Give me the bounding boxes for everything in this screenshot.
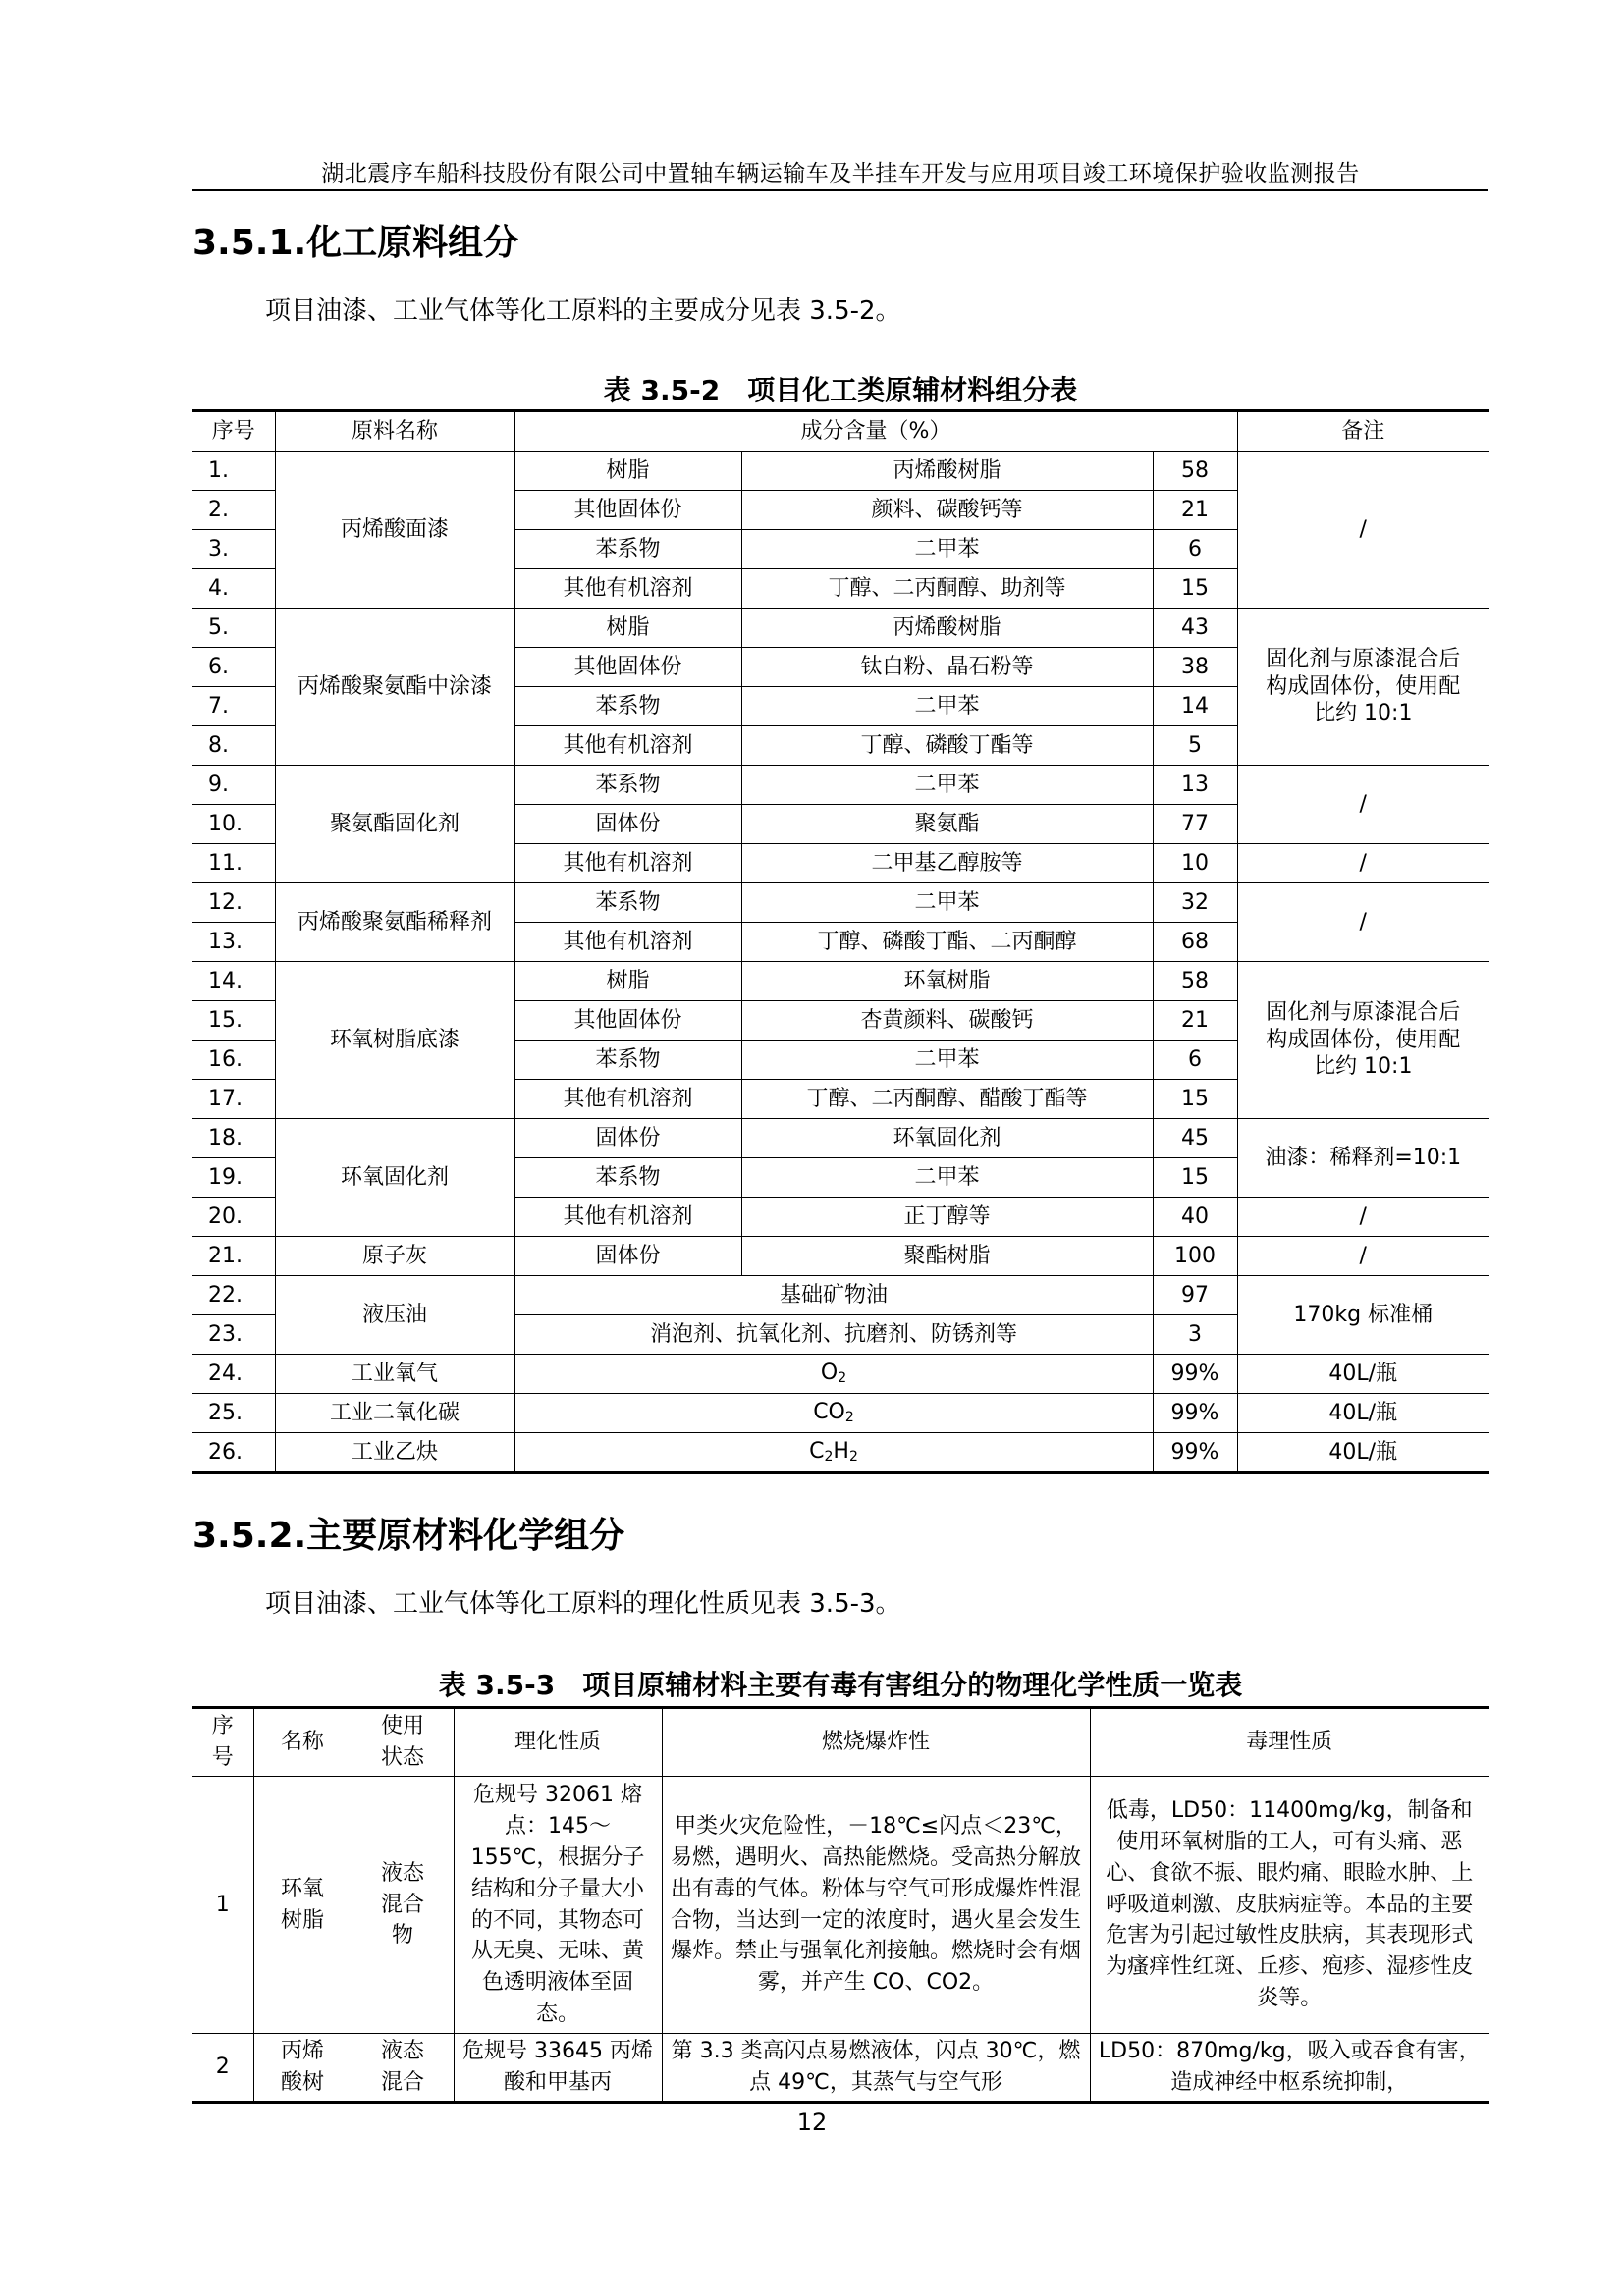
cell-remark: 固化剂与原漆混合后构成固体份，使用配比约 10:1 [1237, 962, 1489, 1119]
cell-component: 丙烯酸树脂 [741, 452, 1153, 491]
table-row [192, 1237, 1489, 1276]
cell-component: 环氧树脂 [741, 962, 1153, 1001]
table-row [192, 1276, 1489, 1315]
formula-main: H [833, 1439, 849, 1465]
formula-main: CO [813, 1400, 845, 1425]
cell-percent: 99% [1153, 1433, 1237, 1473]
cell-seq: 23. [192, 1315, 275, 1355]
table-row [192, 883, 1489, 923]
table-row [192, 1433, 1489, 1473]
cell-category: 其他有机溶剂 [514, 569, 741, 609]
col-header-seq: 序号 [192, 411, 275, 452]
cell-percent: 99% [1153, 1355, 1237, 1394]
cell-seq: 16. [192, 1041, 275, 1080]
cell-seq: 4. [192, 569, 275, 609]
cell-remark: / [1237, 883, 1489, 962]
cell-seq: 19. [192, 1158, 275, 1198]
cell-material: 原子灰 [275, 1237, 514, 1276]
cell-category: 固体份 [514, 1119, 741, 1158]
composition-table [192, 409, 1489, 1474]
col-header-remark: 备注 [1237, 411, 1489, 452]
table-header-row [192, 1708, 1489, 1777]
cell-seq: 2. [192, 491, 275, 530]
cell-seq: 14. [192, 962, 275, 1001]
formula-subscript: 2 [848, 1449, 858, 1466]
cell-category: 其他有机溶剂 [514, 923, 741, 962]
cell-seq: 10. [192, 805, 275, 844]
cell-seq: 9. [192, 766, 275, 805]
table-caption-3-5-2: 表 3.5-2 项目化工类原辅材料组分表 [603, 374, 1078, 406]
cell-seq: 7. [192, 687, 275, 726]
cell-category: 其他有机溶剂 [514, 1198, 741, 1237]
col-header-toxicity: 毒理性质 [1090, 1708, 1489, 1777]
cell-percent: 15 [1153, 1158, 1237, 1198]
cell-percent: 38 [1153, 648, 1237, 687]
col-header-name: 名称 [253, 1708, 352, 1777]
cell-name: 丙烯酸树 [253, 2034, 352, 2103]
formula-subscript: 2 [838, 1370, 847, 1387]
cell-percent: 21 [1153, 1001, 1237, 1041]
cell-formula [514, 1355, 1153, 1394]
cell-percent: 43 [1153, 609, 1237, 648]
cell-category: 树脂 [514, 962, 741, 1001]
cell-material: 丙烯酸面漆 [275, 452, 514, 609]
cell-remark: / [1237, 844, 1489, 883]
cell-material: 环氧树脂底漆 [275, 962, 514, 1119]
cell-percent: 58 [1153, 452, 1237, 491]
cell-remark: / [1237, 452, 1489, 609]
cell-material: 聚氨酯固化剂 [275, 766, 514, 883]
col-header-state: 使用状态 [352, 1708, 454, 1777]
cell-component: 钛白粉、晶石粉等 [741, 648, 1153, 687]
cell-component: 颜料、碳酸钙等 [741, 491, 1153, 530]
cell-category: 其他有机溶剂 [514, 1080, 741, 1119]
cell-percent: 32 [1153, 883, 1237, 923]
cell-component: 二甲基乙醇胺等 [741, 844, 1153, 883]
cell-category: 苯系物 [514, 766, 741, 805]
section-paragraph-3-5-1: 项目油漆、工业气体等化工原料的主要成分见表 3.5-2。 [265, 296, 901, 326]
cell-percent: 5 [1153, 726, 1237, 766]
cell-seq: 6. [192, 648, 275, 687]
table-row [192, 766, 1489, 805]
cell-percent: 45 [1153, 1119, 1237, 1158]
cell-percent: 13 [1153, 766, 1237, 805]
cell-percent: 14 [1153, 687, 1237, 726]
cell-seq: 12. [192, 883, 275, 923]
cell-percent: 68 [1153, 923, 1237, 962]
cell-formula [514, 1433, 1153, 1473]
cell-material: 丙烯酸聚氨酯稀释剂 [275, 883, 514, 962]
cell-percent: 77 [1153, 805, 1237, 844]
cell-seq: 2 [192, 2034, 253, 2103]
cell-flammability: 第 3.3 类高闪点易燃液体，闪点 30℃，燃点 49℃，其蒸气与空气形 [662, 2034, 1090, 2103]
cell-seq: 3. [192, 530, 275, 569]
cell-category: 固体份 [514, 805, 741, 844]
col-header-physchem: 理化性质 [454, 1708, 662, 1777]
cell-seq: 8. [192, 726, 275, 766]
cell-percent: 100 [1153, 1237, 1237, 1276]
formula-main: O [820, 1361, 839, 1386]
cell-formula [514, 1394, 1153, 1433]
col-header-flammability: 燃烧爆炸性 [662, 1708, 1090, 1777]
cell-physchem: 危规号 32061 熔点：145～155℃，根据分子结构和分子量大小的不同，其物态可从无臭、无味、黄色透明液体至固态。 [454, 1777, 662, 2034]
cell-seq: 18. [192, 1119, 275, 1158]
cell-material: 丙烯酸聚氨酯中涂漆 [275, 609, 514, 766]
cell-seq: 22. [192, 1276, 275, 1315]
page-header: 湖北震序车船科技股份有限公司中置轴车辆运输车及半挂车开发与应用项目竣工环境保护验收监测报告 [321, 161, 1360, 187]
cell-percent: 97 [1153, 1276, 1237, 1315]
cell-component: 杏黄颜料、碳酸钙 [741, 1001, 1153, 1041]
table-row [192, 1355, 1489, 1394]
table-caption-3-5-3: 表 3.5-3 项目原辅材料主要有毒有害组分的物理化学性质一览表 [438, 1669, 1243, 1701]
cell-seq: 1 [192, 1777, 253, 2034]
cell-seq: 20. [192, 1198, 275, 1237]
table-row [192, 1119, 1489, 1158]
cell-flammability: 甲类火灾危险性，－18℃≤闪点＜23℃，易燃，遇明火、高热能燃烧。受高热分解放出有毒的气体。粉体与空气可形成爆炸性混合物，当达到一定的浓度时，遇火星会发生爆炸。禁止与强氧化剂接触。燃烧时会有烟雾，并产生 CO、CO2。 [662, 1777, 1090, 2034]
cell-component: 二甲苯 [741, 530, 1153, 569]
cell-remark: / [1237, 1237, 1489, 1276]
cell-seq: 24. [192, 1355, 275, 1394]
cell-percent: 3 [1153, 1315, 1237, 1355]
cell-material: 液压油 [275, 1276, 514, 1355]
cell-category: 苯系物 [514, 687, 741, 726]
cell-component: 正丁醇等 [741, 1198, 1153, 1237]
section-heading-3-5-1: 3.5.1.化工原料组分 [192, 223, 519, 263]
cell-remark: 40L/瓶 [1237, 1394, 1489, 1433]
cell-material: 工业二氧化碳 [275, 1394, 514, 1433]
cell-material: 环氧固化剂 [275, 1119, 514, 1237]
cell-seq: 21. [192, 1237, 275, 1276]
cell-component: 丁醇、二丙酮醇、助剂等 [741, 569, 1153, 609]
cell-seq: 25. [192, 1394, 275, 1433]
col-header-composition: 成分含量（%） [514, 411, 1237, 452]
cell-seq: 13. [192, 923, 275, 962]
cell-remark: 40L/瓶 [1237, 1433, 1489, 1473]
properties-table [192, 1706, 1489, 2104]
table-row [192, 962, 1489, 1001]
cell-component: 聚氨酯 [741, 805, 1153, 844]
cell-component: 丁醇、二丙酮醇、醋酸丁酯等 [741, 1080, 1153, 1119]
cell-component: 消泡剂、抗氧化剂、抗磨剂、防锈剂等 [514, 1315, 1153, 1355]
cell-category: 苯系物 [514, 1041, 741, 1080]
cell-percent: 6 [1153, 1041, 1237, 1080]
cell-state: 液态混合 [352, 2034, 454, 2103]
cell-category: 苯系物 [514, 1158, 741, 1198]
cell-component: 基础矿物油 [514, 1276, 1153, 1315]
cell-percent: 6 [1153, 530, 1237, 569]
table-row [192, 452, 1489, 491]
section-heading-3-5-2: 3.5.2.主要原材料化学组分 [192, 1516, 625, 1556]
cell-state: 液态混合物 [352, 1777, 454, 2034]
cell-remark: 40L/瓶 [1237, 1355, 1489, 1394]
cell-percent: 99% [1153, 1394, 1237, 1433]
section-paragraph-3-5-2: 项目油漆、工业气体等化工原料的理化性质见表 3.5-3。 [265, 1589, 901, 1619]
cell-remark: 170kg 标准桶 [1237, 1276, 1489, 1355]
cell-seq: 15. [192, 1001, 275, 1041]
cell-toxicity: 低毒，LD50：11400mg/kg，制备和使用环氧树脂的工人，可有头痛、恶心、食欲不振、眼灼痛、眼睑水肿、上呼吸道刺激、皮肤病症等。本品的主要危害为引起过敏性皮肤病，其表现形式为瘙痒性红斑、丘疹、疱疹、湿疹性皮炎等。 [1090, 1777, 1489, 2034]
page-number: 12 [796, 2109, 828, 2136]
cell-remark: 油漆：稀释剂=10:1 [1237, 1119, 1489, 1198]
header-divider [192, 189, 1488, 191]
cell-component: 聚酯树脂 [741, 1237, 1153, 1276]
formula-main: C [809, 1439, 825, 1465]
cell-category: 其他有机溶剂 [514, 726, 741, 766]
table-row [192, 609, 1489, 648]
cell-category: 其他固体份 [514, 1001, 741, 1041]
cell-category: 苯系物 [514, 883, 741, 923]
cell-component: 丁醇、磷酸丁酯等 [741, 726, 1153, 766]
cell-category: 其他有机溶剂 [514, 844, 741, 883]
cell-seq: 11. [192, 844, 275, 883]
table-row [192, 1394, 1489, 1433]
cell-material: 工业乙炔 [275, 1433, 514, 1473]
cell-name: 环氧树脂 [253, 1777, 352, 2034]
cell-remark: / [1237, 1198, 1489, 1237]
cell-category: 树脂 [514, 452, 741, 491]
formula-subscript: 2 [844, 1410, 854, 1426]
cell-category: 其他固体份 [514, 491, 741, 530]
cell-component: 丙烯酸树脂 [741, 609, 1153, 648]
col-header-seq: 序号 [192, 1708, 253, 1777]
cell-component: 环氧固化剂 [741, 1119, 1153, 1158]
cell-remark: 固化剂与原漆混合后构成固体份，使用配比约 10:1 [1237, 609, 1489, 766]
cell-category: 苯系物 [514, 530, 741, 569]
cell-component: 丁醇、磷酸丁酯、二丙酮醇 [741, 923, 1153, 962]
table-row [192, 1777, 1489, 2034]
cell-percent: 10 [1153, 844, 1237, 883]
cell-component: 二甲苯 [741, 883, 1153, 923]
cell-percent: 58 [1153, 962, 1237, 1001]
cell-remark: / [1237, 766, 1489, 844]
cell-material: 工业氧气 [275, 1355, 514, 1394]
cell-seq: 26. [192, 1433, 275, 1473]
cell-category: 树脂 [514, 609, 741, 648]
formula-subscript: 2 [824, 1449, 834, 1466]
cell-percent: 15 [1153, 1080, 1237, 1119]
cell-component: 二甲苯 [741, 1041, 1153, 1080]
cell-percent: 21 [1153, 491, 1237, 530]
cell-component: 二甲苯 [741, 766, 1153, 805]
cell-seq: 17. [192, 1080, 275, 1119]
cell-component: 二甲苯 [741, 1158, 1153, 1198]
cell-component: 二甲苯 [741, 687, 1153, 726]
col-header-name: 原料名称 [275, 411, 514, 452]
cell-percent: 15 [1153, 569, 1237, 609]
cell-physchem: 危规号 33645 丙烯酸和甲基丙 [454, 2034, 662, 2103]
table-header-row [192, 411, 1489, 452]
cell-category: 其他固体份 [514, 648, 741, 687]
cell-percent: 40 [1153, 1198, 1237, 1237]
cell-category: 固体份 [514, 1237, 741, 1276]
cell-seq: 5. [192, 609, 275, 648]
cell-toxicity: LD50：870mg/kg，吸入或吞食有害，造成神经中枢系统抑制， [1090, 2034, 1489, 2103]
table-row [192, 2034, 1489, 2103]
cell-seq: 1. [192, 452, 275, 491]
